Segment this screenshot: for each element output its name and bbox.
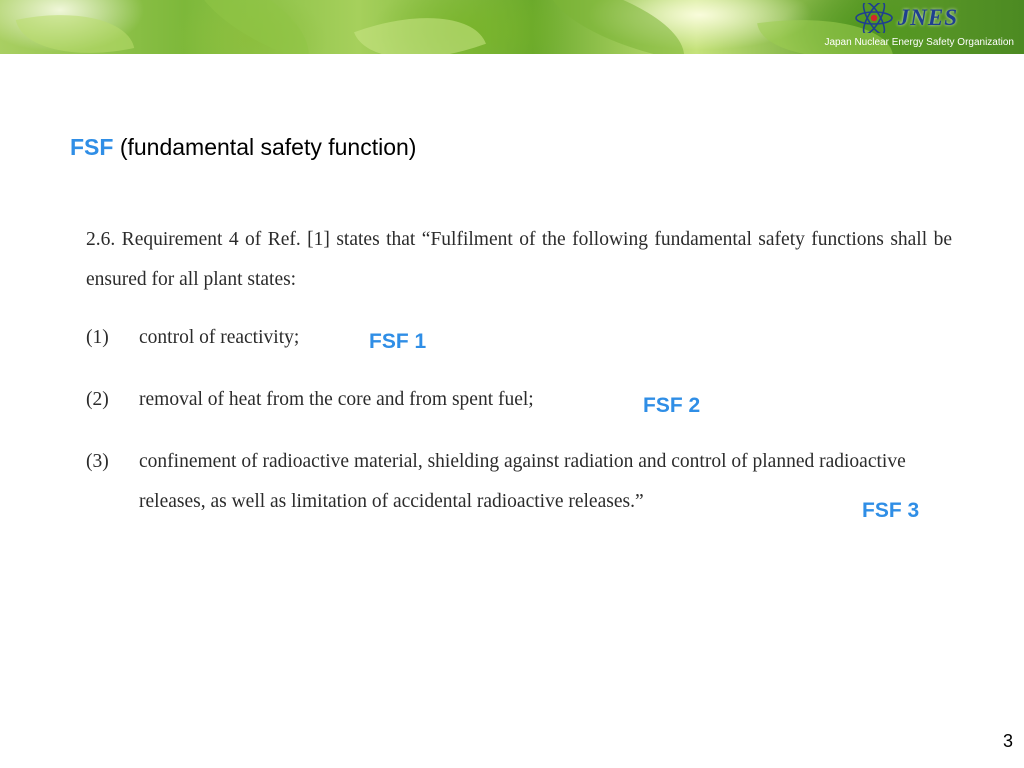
leaf-decoration	[174, 0, 326, 54]
organization-name: Japan Nuclear Energy Safety Organization	[824, 37, 1014, 48]
item-number: (2)	[86, 389, 109, 410]
header-banner	[0, 0, 1024, 54]
atom-icon	[854, 3, 894, 33]
fsf-3-label: FSF 3	[862, 499, 920, 522]
requirement-intro: 2.6. Requirement 4 of Ref. [1] states that “Fulfilment of the following fundamental safety functions shall be ensured for all plant states:	[86, 229, 952, 290]
item-number: (3)	[86, 451, 109, 472]
quoted-requirement	[86, 220, 952, 522]
item-text: control of reactivity;	[139, 327, 300, 348]
logo-text: JNES	[897, 5, 958, 30]
item-number: (1)	[86, 327, 109, 348]
leaf-decoration	[16, 0, 134, 54]
title-keyword: FSF	[70, 134, 114, 160]
title-text: (fundamental safety function)	[119, 134, 417, 160]
page-number: 3	[1002, 731, 1013, 751]
list-item	[86, 380, 952, 420]
list-item	[86, 442, 952, 522]
leaf-decoration	[354, 0, 486, 54]
leaf-decoration	[536, 0, 694, 54]
slide-title	[70, 134, 416, 161]
jnes-logo	[854, 3, 958, 33]
item-text: removal of heat from the core and from spent fuel;	[139, 389, 534, 410]
list-item	[86, 318, 952, 358]
fsf-1-label: FSF 1	[369, 330, 427, 353]
fsf-2-label: FSF 2	[643, 394, 701, 417]
item-text: confinement of radioactive material, shielding against radiation and control of planned radioactive releases, as well as limitation of accidental radioactive releases.”	[139, 451, 906, 512]
